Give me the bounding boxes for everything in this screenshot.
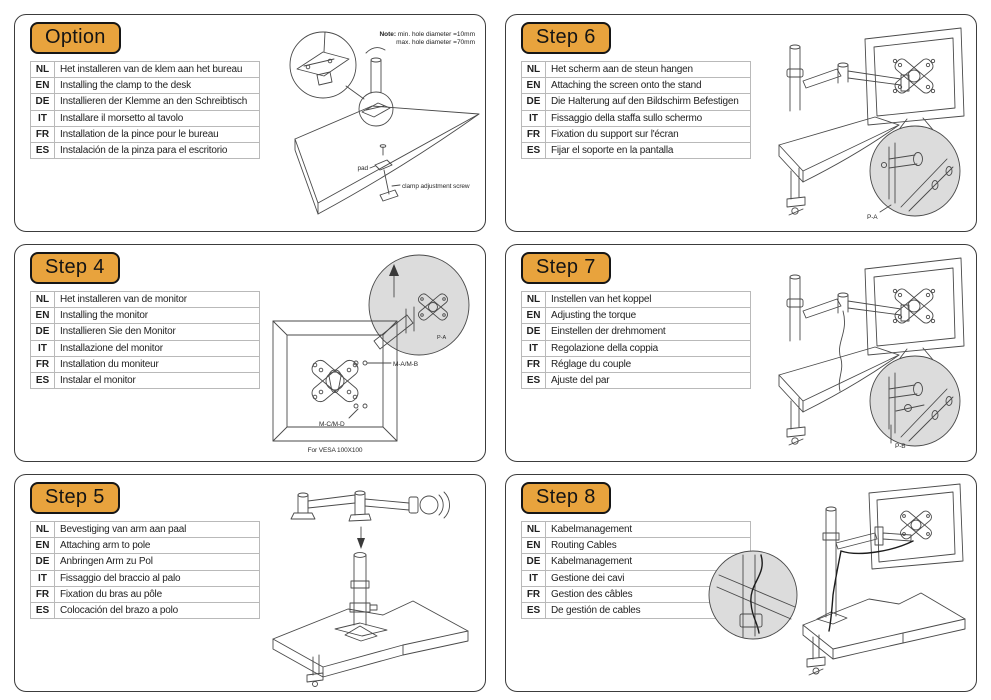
lang-text: Fixation du bras au pôle xyxy=(55,586,260,602)
lang-code: IT xyxy=(522,340,546,356)
table-row xyxy=(522,78,751,94)
table-row xyxy=(522,126,751,142)
lang-text: Réglage du couple xyxy=(546,356,751,372)
detail-label: P-A xyxy=(867,214,878,221)
lang-code: IT xyxy=(522,570,546,586)
lang-text: Installieren der Klemme an den Schreibtisch xyxy=(55,94,260,110)
lang-text: Adjusting the torque xyxy=(546,308,751,324)
lang-text: Attaching arm to pole xyxy=(55,538,260,554)
lang-text: Gestion des câbles xyxy=(546,586,751,602)
table-row xyxy=(31,356,260,372)
table-row xyxy=(31,142,260,158)
instruction-sheet xyxy=(14,14,977,692)
clamp-installation-illustration xyxy=(273,19,483,227)
table-row xyxy=(522,324,751,340)
table-row xyxy=(522,356,751,372)
lang-code: ES xyxy=(522,142,546,158)
panel-step5 xyxy=(14,474,486,692)
table-row xyxy=(31,78,260,94)
lang-code: FR xyxy=(522,356,546,372)
lang-code: EN xyxy=(31,538,55,554)
lang-code: IT xyxy=(522,110,546,126)
note-line2: max. hole diameter =70mm xyxy=(396,39,475,46)
vesa-plate xyxy=(899,509,934,541)
lang-text: Colocación del brazo a polo xyxy=(55,602,260,618)
screw-callouts xyxy=(349,361,391,418)
lang-text: Routing Cables xyxy=(546,538,751,554)
lang-code: NL xyxy=(522,522,546,538)
panel-title-badge xyxy=(521,252,611,284)
lang-text: Gestione dei cavi xyxy=(546,570,751,586)
torque-cable xyxy=(839,311,844,391)
table-row xyxy=(31,292,260,308)
lang-text: Installieren Sie den Monitor xyxy=(55,324,260,340)
table-row xyxy=(31,522,260,538)
lang-text: Het installeren van de klem aan het bureau xyxy=(55,62,260,78)
language-table xyxy=(521,61,751,159)
panel-title: Step 8 xyxy=(536,486,596,508)
lang-code: FR xyxy=(31,126,55,142)
torque-detail-circle xyxy=(870,356,960,446)
lang-text: Installare il morsetto al tavolo xyxy=(55,110,260,126)
cable-clip-detail-circle xyxy=(709,551,797,639)
language-table xyxy=(30,521,260,619)
down-arrow-icon xyxy=(357,538,365,549)
table-row xyxy=(31,570,260,586)
table-row xyxy=(31,340,260,356)
table-row xyxy=(31,62,260,78)
table-row xyxy=(522,62,751,78)
lang-text: Fissaggio del braccio al palo xyxy=(55,570,260,586)
lang-code: FR xyxy=(31,356,55,372)
panel-title: Step 4 xyxy=(45,256,105,278)
monitor-back xyxy=(869,484,963,569)
mount-detail-circle xyxy=(870,126,960,216)
lang-code: ES xyxy=(31,602,55,618)
table-row xyxy=(31,372,260,388)
lang-text: Ajuste del par xyxy=(546,372,751,388)
lang-code: EN xyxy=(31,308,55,324)
panel-title-badge xyxy=(521,482,611,514)
monitor-back xyxy=(865,258,964,355)
screws-top-label: M-A/M-B xyxy=(393,361,418,368)
lang-code: ES xyxy=(522,602,546,618)
table-row xyxy=(31,110,260,126)
panel-title: Step 6 xyxy=(536,26,596,48)
lang-code: EN xyxy=(522,78,546,94)
panel-option xyxy=(14,14,486,232)
lang-text: Het installeren van de monitor xyxy=(55,292,260,308)
screws-bottom-label: M-C/M-D xyxy=(319,421,345,428)
lang-code: NL xyxy=(522,62,546,78)
panel-step6 xyxy=(505,14,977,232)
lang-code: DE xyxy=(31,324,55,340)
lang-text: Installation du moniteur xyxy=(55,356,260,372)
table-row xyxy=(31,554,260,570)
lang-code: EN xyxy=(31,78,55,94)
arm-assembly xyxy=(291,491,450,521)
monitor-back xyxy=(865,28,964,125)
lang-code: IT xyxy=(31,570,55,586)
table-row xyxy=(522,110,751,126)
pole-on-desk xyxy=(335,553,387,641)
lang-code: ES xyxy=(31,142,55,158)
lang-text: Installing the monitor xyxy=(55,308,260,324)
lang-text: Installing the clamp to the desk xyxy=(55,78,260,94)
table-row xyxy=(522,308,751,324)
lang-text: Fijar el soporte en la pantalla xyxy=(546,142,751,158)
lang-code: DE xyxy=(522,554,546,570)
panel-title-badge xyxy=(30,482,120,514)
table-row xyxy=(31,602,260,618)
lang-code: DE xyxy=(522,94,546,110)
pole-and-arm xyxy=(787,45,909,111)
table-row xyxy=(522,142,751,158)
lang-text: Instellen van het koppel xyxy=(546,292,751,308)
language-table xyxy=(30,61,260,159)
detail-label: P-B xyxy=(895,443,906,450)
language-table xyxy=(521,291,751,389)
table-row xyxy=(31,324,260,340)
lang-text: Installation de la pince pour le bureau xyxy=(55,126,260,142)
table-row xyxy=(522,292,751,308)
lang-code: EN xyxy=(522,308,546,324)
lang-text: Kabelmanagement xyxy=(546,522,751,538)
lang-text: Die Halterung auf den Bildschirm Befestigen xyxy=(546,94,751,110)
screen-attachment-illustration xyxy=(777,19,972,227)
vesa-plate xyxy=(309,358,361,405)
lang-code: DE xyxy=(31,94,55,110)
lang-text: Installazione del monitor xyxy=(55,340,260,356)
lang-code: IT xyxy=(31,340,55,356)
table-row xyxy=(31,308,260,324)
table-row xyxy=(522,340,751,356)
vesa-detail-circle xyxy=(369,255,469,355)
monitor-installation-illustration xyxy=(259,249,484,457)
lang-text: Einstellen der drehmoment xyxy=(546,324,751,340)
panel-title-badge xyxy=(30,252,120,284)
panel-step8 xyxy=(505,474,977,692)
panel-title: Option xyxy=(45,26,106,48)
lang-code: NL xyxy=(31,522,55,538)
lang-text: Het scherm aan de steun hangen xyxy=(546,62,751,78)
lang-text: Kabelmanagement xyxy=(546,554,751,570)
panel-step4 xyxy=(14,244,486,462)
vesa-plate xyxy=(893,57,935,95)
lang-code: IT xyxy=(31,110,55,126)
table-row xyxy=(31,586,260,602)
lang-code: DE xyxy=(522,324,546,340)
lang-code: FR xyxy=(522,586,546,602)
cable-routing-illustration xyxy=(707,479,972,687)
lang-text: Bevestiging van arm aan paal xyxy=(55,522,260,538)
panel-title: Step 5 xyxy=(45,486,105,508)
lang-text: Instalar el monitor xyxy=(55,372,260,388)
lang-text: Regolazione della coppia xyxy=(546,340,751,356)
desk-and-clamp xyxy=(803,593,965,675)
panel-title: Step 7 xyxy=(536,256,596,278)
table-row xyxy=(522,372,751,388)
lang-text: Attaching the screen onto the stand xyxy=(546,78,751,94)
vesa-caption: For VESA 100X100 xyxy=(307,447,363,454)
lang-code: DE xyxy=(31,554,55,570)
lang-code: NL xyxy=(31,62,55,78)
table-row xyxy=(31,126,260,142)
lang-text: Anbringen Arm zu Pol xyxy=(55,554,260,570)
lang-text: De gestión de cables xyxy=(546,602,751,618)
clamp-underside-detail-circle xyxy=(290,32,364,99)
arm-to-pole-illustration xyxy=(263,479,483,687)
pole-and-clamp xyxy=(359,48,393,126)
lang-code: NL xyxy=(31,292,55,308)
lang-code: FR xyxy=(522,126,546,142)
lang-code: ES xyxy=(522,372,546,388)
lang-code: NL xyxy=(522,292,546,308)
table-row xyxy=(31,94,260,110)
panel-title-badge xyxy=(521,22,611,54)
lang-code: ES xyxy=(31,372,55,388)
lang-text: Fixation du support sur l'écran xyxy=(546,126,751,142)
pad-and-screw xyxy=(370,145,400,201)
desk-and-clamp xyxy=(273,601,468,687)
panel-step7 xyxy=(505,244,977,462)
table-row xyxy=(31,538,260,554)
lang-code: FR xyxy=(31,586,55,602)
torque-adjustment-illustration xyxy=(777,249,972,457)
pad-label: pad xyxy=(357,165,368,172)
lang-text: Instalación de la pinza para el escritorio xyxy=(55,142,260,158)
detail-label: P-A xyxy=(437,335,447,341)
vesa-plate xyxy=(893,287,935,325)
pole-and-arm xyxy=(817,507,911,624)
lang-text: Fissaggio della staffa sullo schermo xyxy=(546,110,751,126)
clamp-screw-label: clamp adjustment screw xyxy=(402,183,470,190)
note-label: Note: xyxy=(379,31,397,38)
lang-code: EN xyxy=(522,538,546,554)
table-row xyxy=(522,94,751,110)
language-table xyxy=(30,291,260,389)
note-line1: min. hole diameter =10mm xyxy=(397,31,475,38)
panel-title-badge xyxy=(30,22,121,54)
